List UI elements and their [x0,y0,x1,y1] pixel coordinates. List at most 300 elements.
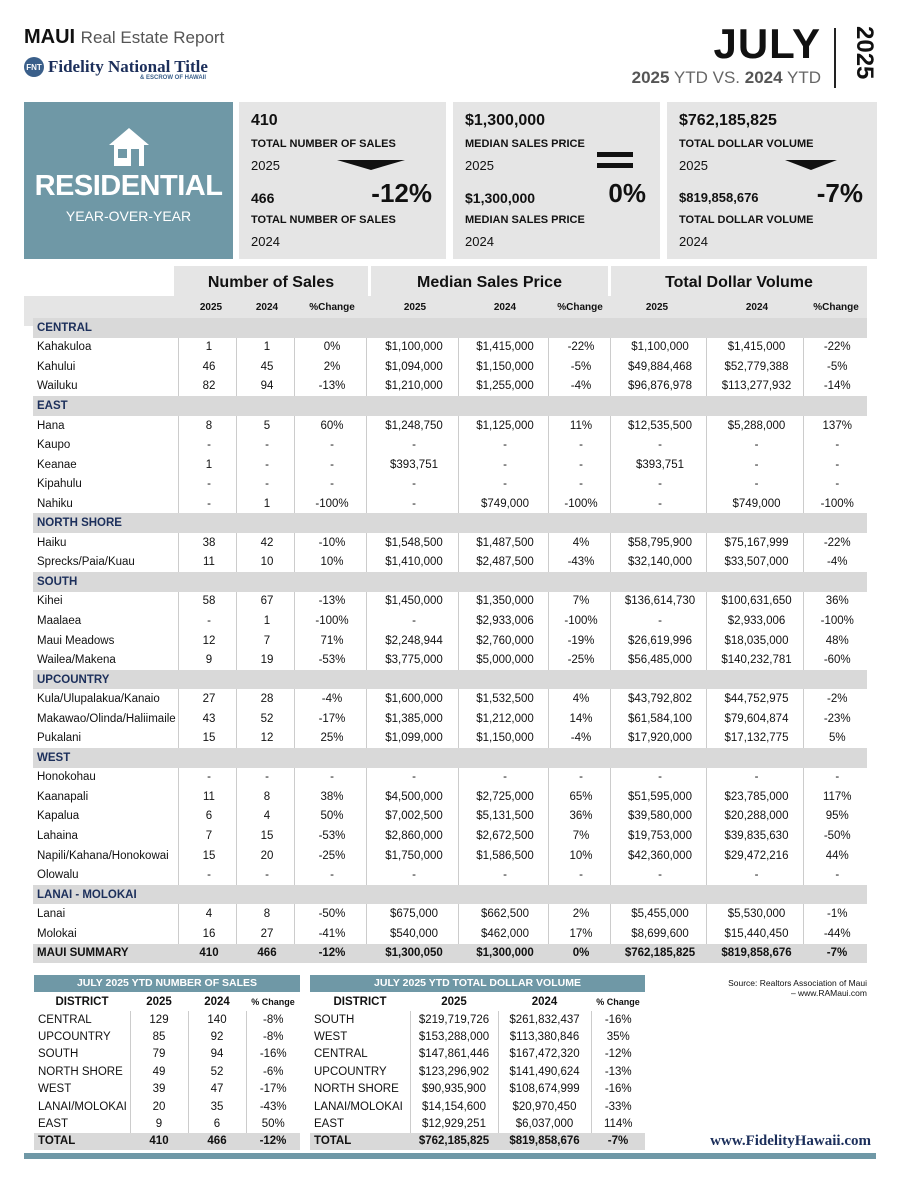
district-cell: Lahaina [33,826,178,846]
vertical-year-text: 2025 [851,26,878,80]
website-link[interactable]: www.FidelityHawaii.com [710,1133,871,1149]
value-cell: 94 [188,1046,246,1063]
value-cell: $7,002,500 [366,807,458,827]
value-cell: $141,490,624 [498,1063,591,1080]
value-cell: -16% [259,1048,287,1061]
region-label: SOUTH [33,572,867,592]
value-cell: 4% [548,533,610,553]
district-cell: UPCOUNTRY [34,1028,130,1045]
value-cell: 2% [294,357,366,377]
header-divider [834,28,836,88]
card-value-current: $762,185,825 [679,112,777,129]
card-change: -12% [371,178,432,208]
region-row [33,748,867,768]
value-cell: - [294,455,366,475]
ytd-comparison [632,68,821,88]
value-cell: $393,751 [366,455,458,475]
value-cell: $61,584,100 [610,709,706,729]
table-row [33,826,867,846]
value-cell: $32,140,000 [610,553,706,573]
value-cell: 11% [548,416,610,436]
region-row [33,396,867,416]
card-label-prior: TOTAL NUMBER OF SALES [251,214,396,226]
value-cell: -100% [803,494,867,514]
value-cell: 137% [803,416,867,436]
value-cell: $540,000 [366,924,458,944]
down-arrow-icon [337,160,405,170]
report-title [24,26,224,49]
value-cell: - [706,768,803,788]
value-cell: 410 [178,944,236,964]
value-cell: 36% [548,807,610,827]
region-label: WEST [33,748,867,768]
brand-subtitle: & ESCROW OF HAWAII [140,75,206,81]
district-cell: LANAI/MOLOKAI [34,1098,130,1115]
down-arrow-icon [785,160,837,170]
value-cell: - [178,494,236,514]
source-line-1: Source: Realtors Association of Maui [728,978,867,988]
value-cell: $1,415,000 [458,338,548,358]
total-value: -7% [591,1133,645,1150]
card-year-prior: 2024 [251,234,280,249]
value-cell: 95% [803,807,867,827]
value-cell: - [803,768,867,788]
value-cell: $1,600,000 [366,689,458,709]
value-cell: 4 [178,904,236,924]
value-cell: $3,775,000 [366,650,458,670]
value-cell: $19,753,000 [610,826,706,846]
brand-logo [24,57,208,81]
value-cell: $1,487,500 [458,533,548,553]
value-cell: 10% [548,846,610,866]
district-cell: Kihei [33,592,178,612]
value-cell: - [236,435,294,455]
value-cell: -5% [803,357,867,377]
value-cell: 4 [236,807,294,827]
district-cell: Kaanapali [33,787,178,807]
table-row [310,1098,645,1115]
value-cell: $1,532,500 [458,689,548,709]
total-label: TOTAL [310,1133,410,1150]
total-value: -12% [246,1133,300,1150]
value-cell: $662,500 [458,904,548,924]
col-volume-change: %Change [813,302,859,313]
table-row [33,768,867,788]
value-cell: $5,000,000 [458,650,548,670]
value-cell: -17% [294,709,366,729]
ytd-vs: YTD VS. [673,68,741,87]
district-table [33,318,867,963]
region-row [33,572,867,592]
table-row [310,1063,645,1080]
value-cell: - [548,768,610,788]
value-cell: $1,150,000 [458,728,548,748]
equal-icon-bottom [597,163,633,168]
value-cell: $1,099,000 [366,728,458,748]
value-cell: $5,131,500 [458,807,548,827]
value-cell: $51,595,000 [610,787,706,807]
value-cell: - [458,768,548,788]
col-sales-2024: 2024 [255,302,279,313]
value-cell: $5,530,000 [706,904,803,924]
table-row [33,807,867,827]
value-cell: 1 [236,494,294,514]
value-cell: - [706,474,803,494]
value-cell: 25% [294,728,366,748]
region-label: NORTH SHORE [33,513,867,533]
value-cell: - [610,494,706,514]
ytd-volume-title: JULY 2025 YTD TOTAL DOLLAR VOLUME [310,975,645,992]
value-cell: $1,248,750 [366,416,458,436]
value-cell: -4% [548,377,610,397]
value-cell: - [803,455,867,475]
value-cell: 79 [130,1046,188,1063]
value-cell: -4% [803,553,867,573]
value-cell: 466 [236,944,294,964]
value-cell: $1,210,000 [366,377,458,397]
value-cell: 42 [236,533,294,553]
card-label-current: TOTAL DOLLAR VOLUME [679,138,814,150]
value-cell: 4% [548,689,610,709]
district-cell: CENTRAL [34,1011,130,1028]
table-row [33,611,867,631]
table-row [33,865,867,885]
ytd-suffix: YTD [787,68,821,87]
card-value-prior: 466 [251,190,275,206]
total-value: $819,858,676 [498,1133,591,1150]
value-cell: $219,719,726 [410,1011,498,1028]
value-cell: 10 [236,553,294,573]
value-cell: - [803,865,867,885]
value-cell: $113,380,846 [498,1028,591,1045]
value-cell: - [236,474,294,494]
value-cell: 50% [261,1118,285,1131]
value-cell: - [366,435,458,455]
value-cell: -60% [803,650,867,670]
value-cell: $1,100,000 [366,338,458,358]
value-cell: $1,255,000 [458,377,548,397]
value-cell: $2,725,000 [458,787,548,807]
value-cell: -8% [263,1013,284,1026]
total-value: 410 [130,1133,188,1150]
value-cell: -1% [803,904,867,924]
table-row [33,631,867,651]
value-cell: 6 [188,1115,246,1132]
value-cell: $4,500,000 [366,787,458,807]
district-cell: Haiku [33,533,178,553]
table-row [33,592,867,612]
value-cell: - [548,455,610,475]
value-cell: - [366,474,458,494]
value-cell: 15 [178,846,236,866]
value-cell: - [178,865,236,885]
card-label-current: MEDIAN SALES PRICE [465,138,585,150]
median-price-card [453,102,660,259]
district-cell: Pukalani [33,728,178,748]
district-cell: Makawao/Olinda/Haliimaile [33,709,178,729]
district-cell: LANAI/MOLOKAI [310,1098,410,1115]
value-cell: - [178,768,236,788]
value-cell: -50% [294,904,366,924]
table-row [33,357,867,377]
value-cell: - [366,865,458,885]
value-cell: 2% [548,904,610,924]
value-cell: 38 [178,533,236,553]
value-cell: $136,614,730 [610,592,706,612]
value-cell: $2,672,500 [458,826,548,846]
region-row [33,670,867,690]
value-cell: 5 [236,416,294,436]
col-sales-2025: 2025 [199,302,223,313]
value-cell: 52 [236,709,294,729]
fidelity-seal-icon: FNT [24,57,44,77]
value-cell: -5% [548,357,610,377]
district-cell: SOUTH [34,1046,130,1063]
value-cell: 85 [130,1028,188,1045]
value-cell: - [236,865,294,885]
value-cell: -12% [604,1048,632,1061]
col-median-change: %Change [557,302,603,313]
equal-icon-top [597,152,633,157]
value-cell: $1,750,000 [366,846,458,866]
header-blank [24,266,174,296]
total-row [310,1133,645,1150]
value-cell: - [548,474,610,494]
value-cell: $75,167,999 [706,533,803,553]
value-cell: 8 [178,416,236,436]
region-row [33,513,867,533]
value-cell: $1,350,000 [458,592,548,612]
card-value-prior: $1,300,000 [465,190,536,206]
value-cell: $113,277,932 [706,377,803,397]
value-cell: 140 [188,1011,246,1028]
value-cell: $18,035,000 [706,631,803,651]
value-cell: -14% [803,377,867,397]
district-cell: Sprecks/Paia/Kuau [33,553,178,573]
value-cell: 11 [178,787,236,807]
value-cell: $675,000 [366,904,458,924]
value-cell: 7% [548,826,610,846]
vertical-year [850,26,878,90]
value-cell: 71% [294,631,366,651]
value-cell: - [610,474,706,494]
card-label-prior: MEDIAN SALES PRICE [465,214,585,226]
table-row [310,1028,645,1045]
table-row [310,1046,645,1063]
value-cell: 65% [548,787,610,807]
source-line-2: – www.RAMaui.com [790,988,867,998]
value-cell: $1,094,000 [366,357,458,377]
card-label-prior: TOTAL DOLLAR VOLUME [679,214,814,226]
ytd-sales-table [34,993,300,1150]
value-cell: - [236,455,294,475]
value-cell: 60% [294,416,366,436]
value-cell: 9 [130,1115,188,1132]
value-cell: $5,288,000 [706,416,803,436]
dollar-volume-card [667,102,877,259]
value-cell: -41% [294,924,366,944]
region-label: UPCOUNTRY [33,670,867,690]
value-cell: $90,935,900 [410,1081,498,1098]
value-cell: $58,795,900 [610,533,706,553]
sales-count-card [239,102,446,259]
value-cell: 1 [178,455,236,475]
ytd-year-prior: 2024 [744,68,783,87]
district-cell: Napili/Kahana/Honokowai [33,846,178,866]
district-cell: Kapalua [33,807,178,827]
value-cell: 15 [236,826,294,846]
value-cell: - [706,865,803,885]
table-row [33,689,867,709]
district-cell: Lanai [33,904,178,924]
value-cell: $123,296,902 [410,1063,498,1080]
group-number-of-sales: Number of Sales [174,266,368,296]
value-cell: -2% [803,689,867,709]
value-cell: -13% [294,592,366,612]
table-row [34,1115,300,1132]
value-cell: $1,415,000 [706,338,803,358]
value-cell: 35% [606,1031,630,1044]
col-volume-2025: 2025 [645,302,669,313]
value-cell: 117% [803,787,867,807]
table-row [310,1115,645,1132]
value-cell: 114% [603,1118,633,1131]
district-cell: Keanae [33,455,178,475]
value-cell: - [610,611,706,631]
value-cell: 27 [236,924,294,944]
col-median-2024: 2024 [493,302,517,313]
value-cell: -6% [263,1065,284,1078]
value-cell: 10% [294,553,366,573]
card-value-prior: $819,858,676 [679,190,759,205]
summary-row [33,944,867,964]
value-cell: $79,604,874 [706,709,803,729]
district-cell: Maui Meadows [33,631,178,651]
value-cell: $1,586,500 [458,846,548,866]
value-cell: $14,154,600 [410,1098,498,1115]
table-row [33,728,867,748]
table-row [33,416,867,436]
value-cell: $42,360,000 [610,846,706,866]
report-month: JULY [713,20,821,67]
value-cell: 14% [548,709,610,729]
value-cell: $167,472,320 [498,1046,591,1063]
table-row [33,455,867,475]
value-cell: 12 [178,631,236,651]
table-row [34,1028,300,1045]
ytd-sales-head-district: DISTRICT [55,996,109,1008]
value-cell: $2,933,006 [706,611,803,631]
report-label: Real Estate Report [80,28,225,47]
value-cell: -12% [294,944,366,964]
value-cell: $12,929,251 [410,1115,498,1132]
value-cell: $762,185,825 [610,944,706,964]
value-cell: $1,385,000 [366,709,458,729]
value-cell: - [366,611,458,631]
value-cell: -17% [259,1083,287,1096]
value-cell: $2,933,006 [458,611,548,631]
value-cell: 0% [294,338,366,358]
value-cell: 20 [130,1098,188,1115]
value-cell: 0% [548,944,610,964]
district-cell: CENTRAL [310,1046,410,1063]
value-cell: $749,000 [458,494,548,514]
value-cell: - [294,768,366,788]
district-cell: SOUTH [310,1011,410,1028]
value-cell: $1,100,000 [610,338,706,358]
district-cell: Kipahulu [33,474,178,494]
value-cell: 1 [236,338,294,358]
district-cell: NORTH SHORE [310,1081,410,1098]
group-dollar-volume: Total Dollar Volume [608,266,867,296]
value-cell: - [458,435,548,455]
table-row [33,494,867,514]
table-row [33,924,867,944]
ytd-volume-head-2025: 2025 [441,996,467,1008]
value-cell: $2,487,500 [458,553,548,573]
value-cell: -13% [294,377,366,397]
value-cell: -100% [548,494,610,514]
district-cell: Olowalu [33,865,178,885]
footer-bar [24,1153,876,1159]
value-cell: 1 [236,611,294,631]
col-median-2025: 2025 [403,302,427,313]
district-cell: NORTH SHORE [34,1063,130,1080]
table-header [24,266,867,326]
value-cell: - [548,435,610,455]
value-cell: 6 [178,807,236,827]
value-cell: -100% [294,611,366,631]
value-cell: $2,248,944 [366,631,458,651]
table-row [33,553,867,573]
value-cell: - [548,865,610,885]
residential-title: RESIDENTIAL [34,170,223,202]
value-cell: -4% [548,728,610,748]
total-row [34,1133,300,1150]
value-cell: 27 [178,689,236,709]
card-year-current: 2025 [679,158,708,173]
value-cell: $39,835,630 [706,826,803,846]
value-cell: 43 [178,709,236,729]
district-cell: EAST [34,1115,130,1132]
value-cell: $749,000 [706,494,803,514]
region-label: LANAI - MOLOKAI [33,885,867,905]
district-cell: UPCOUNTRY [310,1063,410,1080]
value-cell: $100,631,650 [706,592,803,612]
table-row [33,904,867,924]
ytd-volume-head-change: % Change [596,997,640,1007]
value-cell: 8 [236,787,294,807]
card-year-current: 2025 [465,158,494,173]
value-cell: $6,037,000 [498,1115,591,1132]
value-cell: 9 [178,650,236,670]
card-year-prior: 2024 [465,234,494,249]
table-row [33,787,867,807]
table-row [33,435,867,455]
value-cell: 36% [803,592,867,612]
value-cell: $1,410,000 [366,553,458,573]
value-cell: 58 [178,592,236,612]
value-cell: -25% [294,846,366,866]
value-cell: 15 [178,728,236,748]
value-cell: $819,858,676 [706,944,803,964]
table-row [33,338,867,358]
value-cell: - [803,435,867,455]
value-cell: 48% [803,631,867,651]
district-cell: Hana [33,416,178,436]
col-sales-change: %Change [309,302,355,313]
value-cell: 28 [236,689,294,709]
